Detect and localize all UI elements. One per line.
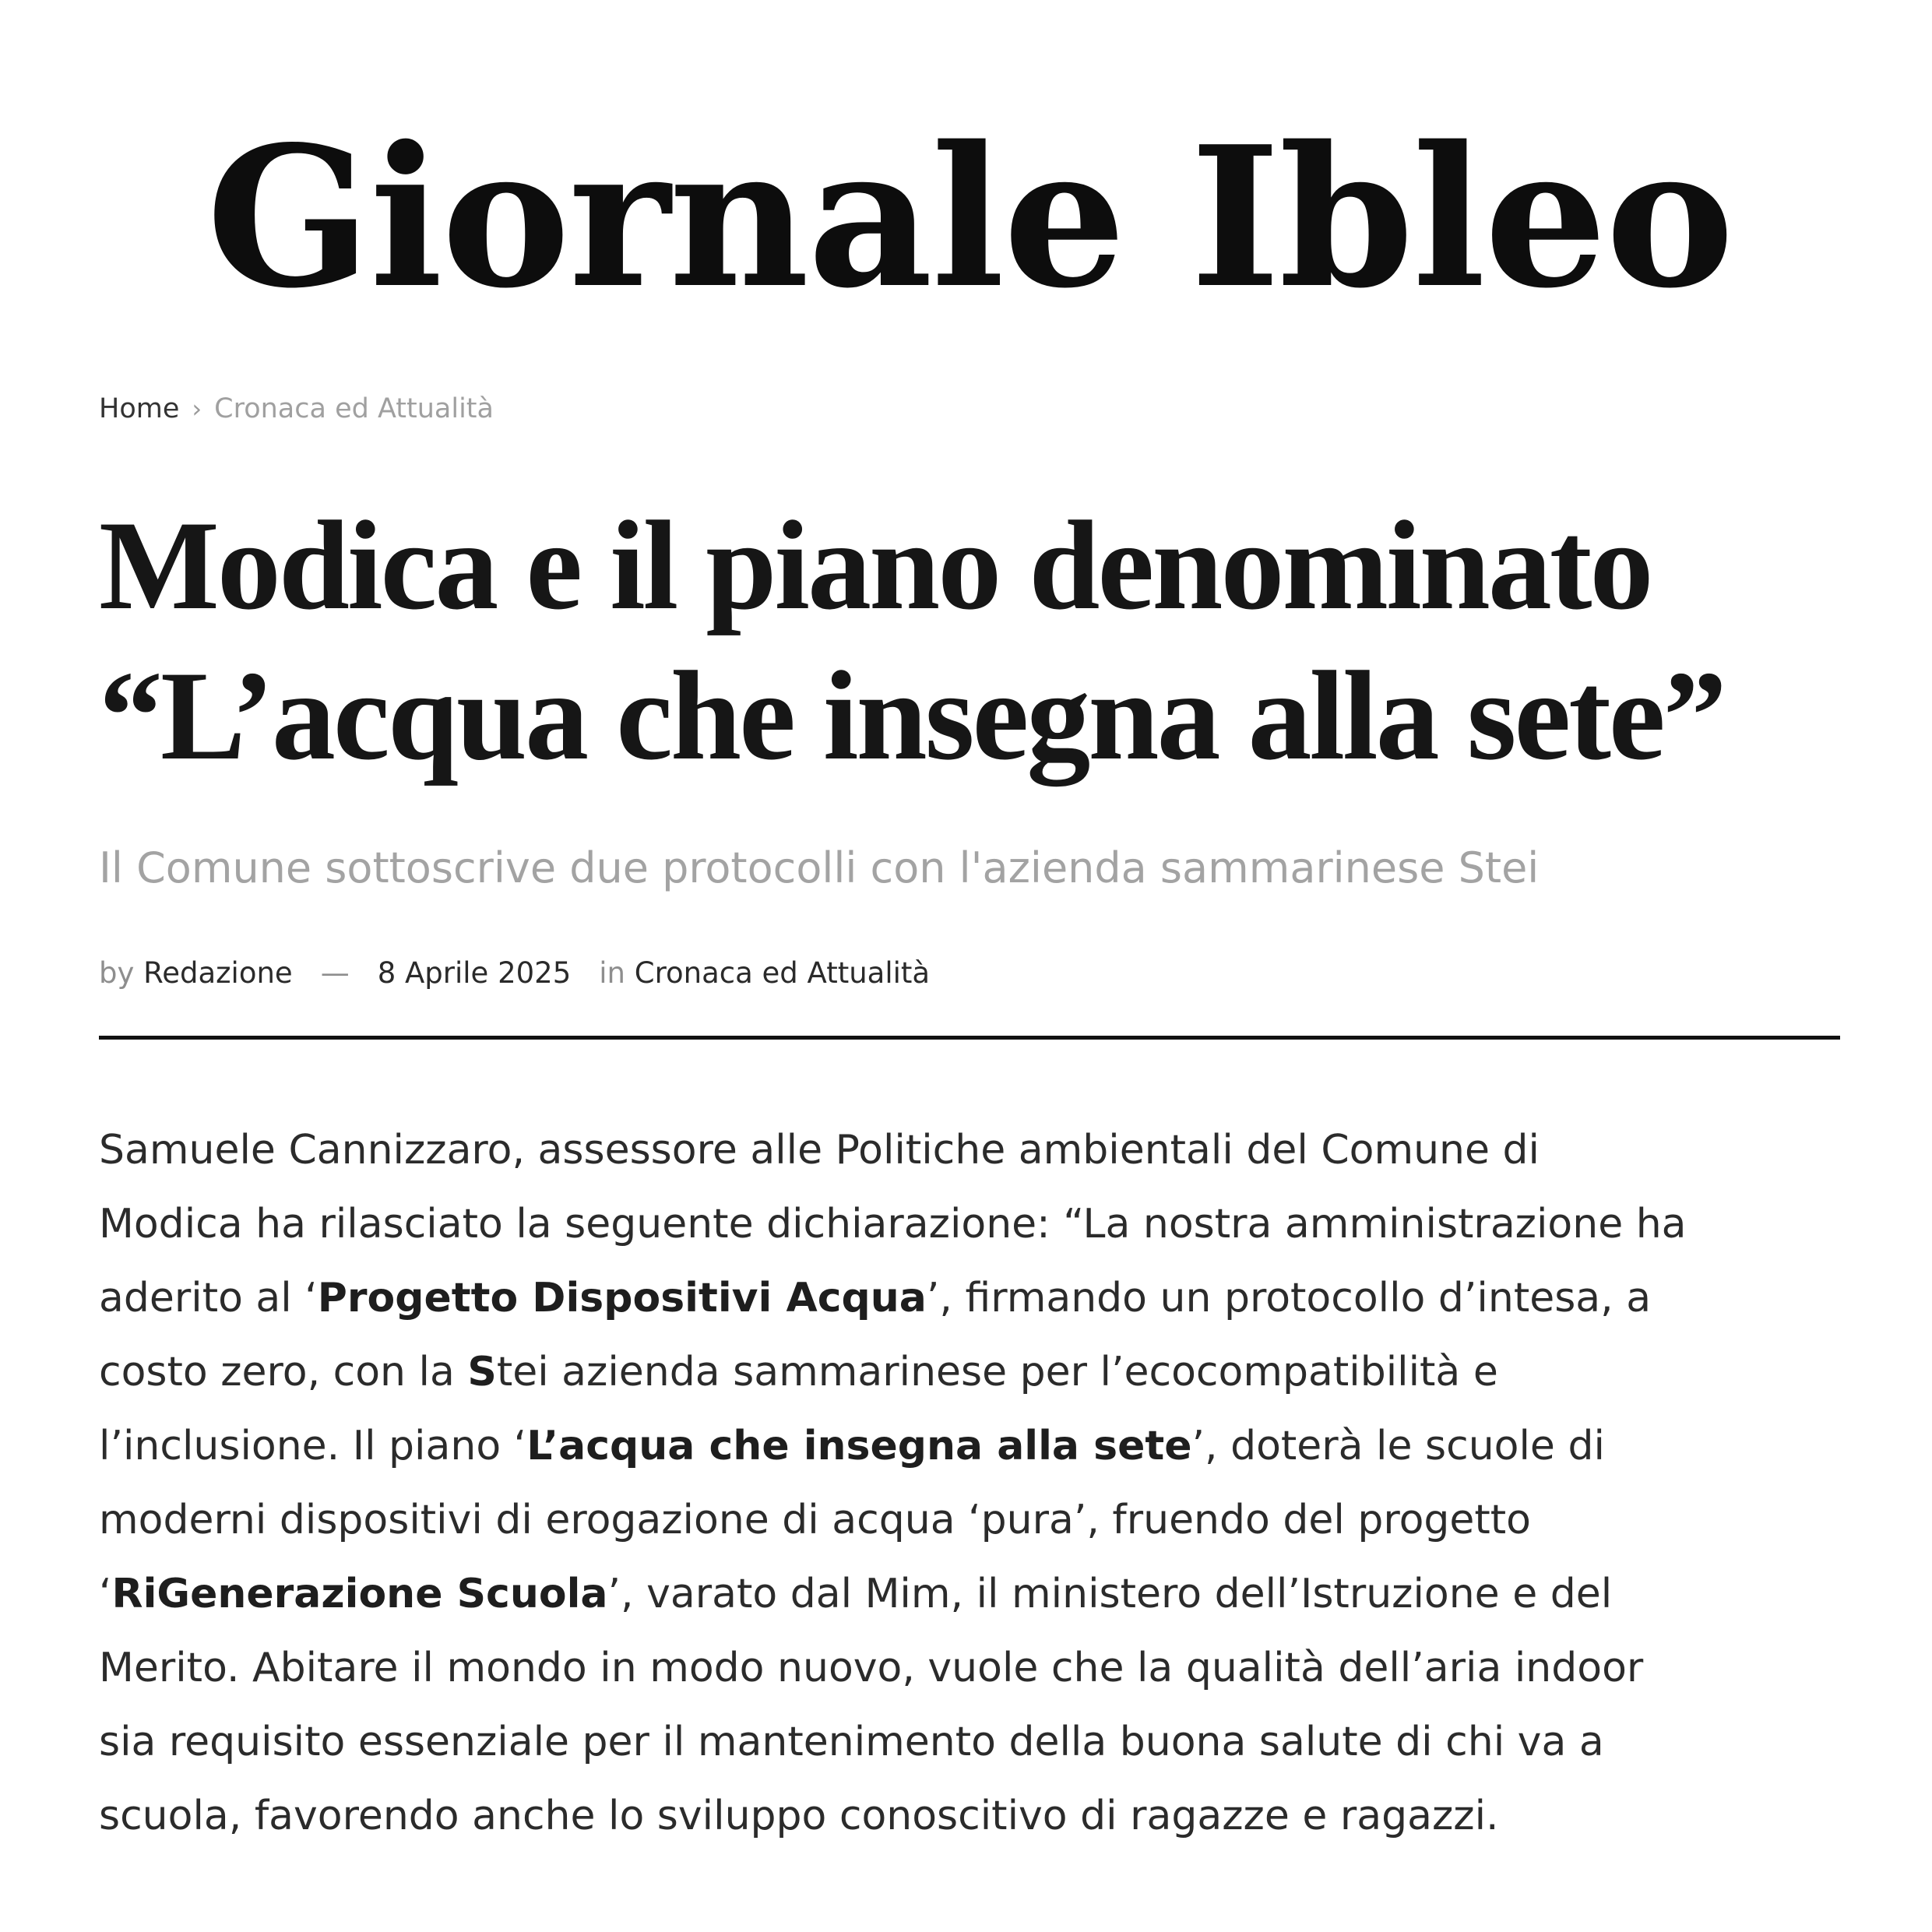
- bold-initial: S: [467, 1349, 497, 1395]
- body-line: Merito. Abitare il mondo in modo nuovo, vuole che la qualità dell’aria indoor: [99, 1645, 1644, 1691]
- body-line: costo zero, con la Stei azienda sammarinese per l’ecocompatibilità e: [99, 1349, 1498, 1395]
- body-line: l’inclusione. Il piano ‘L’acqua che insegna alla sete’, doterà le scuole di: [99, 1423, 1605, 1469]
- breadcrumb: [99, 389, 494, 428]
- breadcrumb-current-category[interactable]: Cronaca ed Attualità: [214, 393, 494, 424]
- body-line: aderito al ‘Progetto Dispositivi Acqua’, firmando un protocollo d’intesa, a: [99, 1275, 1652, 1321]
- meta-by-label: by: [99, 956, 135, 990]
- breadcrumb-home-link[interactable]: Home: [99, 393, 180, 424]
- publish-date: 8 Aprile 2025: [377, 956, 572, 990]
- body-line: Modica ha rilasciato la seguente dichiarazione: “La nostra amministrazione ha: [99, 1201, 1687, 1248]
- article-body: [99, 1114, 1840, 1853]
- chevron-right-icon: ›: [192, 394, 202, 424]
- body-line: scuola, favorendo anche lo sviluppo conoscitivo di ragazze e ragazzi.: [99, 1793, 1499, 1839]
- body-line: moderni dispositivi di erogazione di acqua ‘pura’, fruendo del progetto: [99, 1497, 1531, 1543]
- author-link[interactable]: Redazione: [143, 956, 293, 990]
- body-line: Samuele Cannizzaro, assessore alle Politiche ambientali del Comune di: [99, 1127, 1540, 1174]
- site-logo[interactable]: Giornale Ibleo: [206, 104, 1733, 331]
- bold-program-name: RiGenerazione Scuola: [111, 1571, 608, 1617]
- headline-line-1: Modica e il piano denominato: [99, 495, 1652, 636]
- header-divider: [99, 1036, 1840, 1040]
- article-meta: [99, 954, 930, 993]
- bold-project-name: Progetto Dispositivi Acqua: [317, 1275, 927, 1321]
- article-subtitle: Il Comune sottoscrive due protocolli con l'azienda sammarinese Stei: [99, 843, 1540, 892]
- category-link[interactable]: Cronaca ed Attualità: [634, 956, 931, 990]
- bold-plan-name: L’acqua che insegna alla sete: [526, 1423, 1192, 1469]
- body-line: sia requisito essenziale per il mantenimento della buona salute di chi va a: [99, 1719, 1604, 1765]
- article-headline: [99, 491, 1840, 791]
- meta-separator: —: [320, 956, 350, 990]
- body-line: ‘RiGenerazione Scuola’, varato dal Mim, il ministero dell’Istruzione e del: [99, 1571, 1613, 1617]
- meta-in-label: in: [599, 956, 625, 990]
- headline-line-2: “L’acqua che insegna alla sete”: [99, 646, 1725, 787]
